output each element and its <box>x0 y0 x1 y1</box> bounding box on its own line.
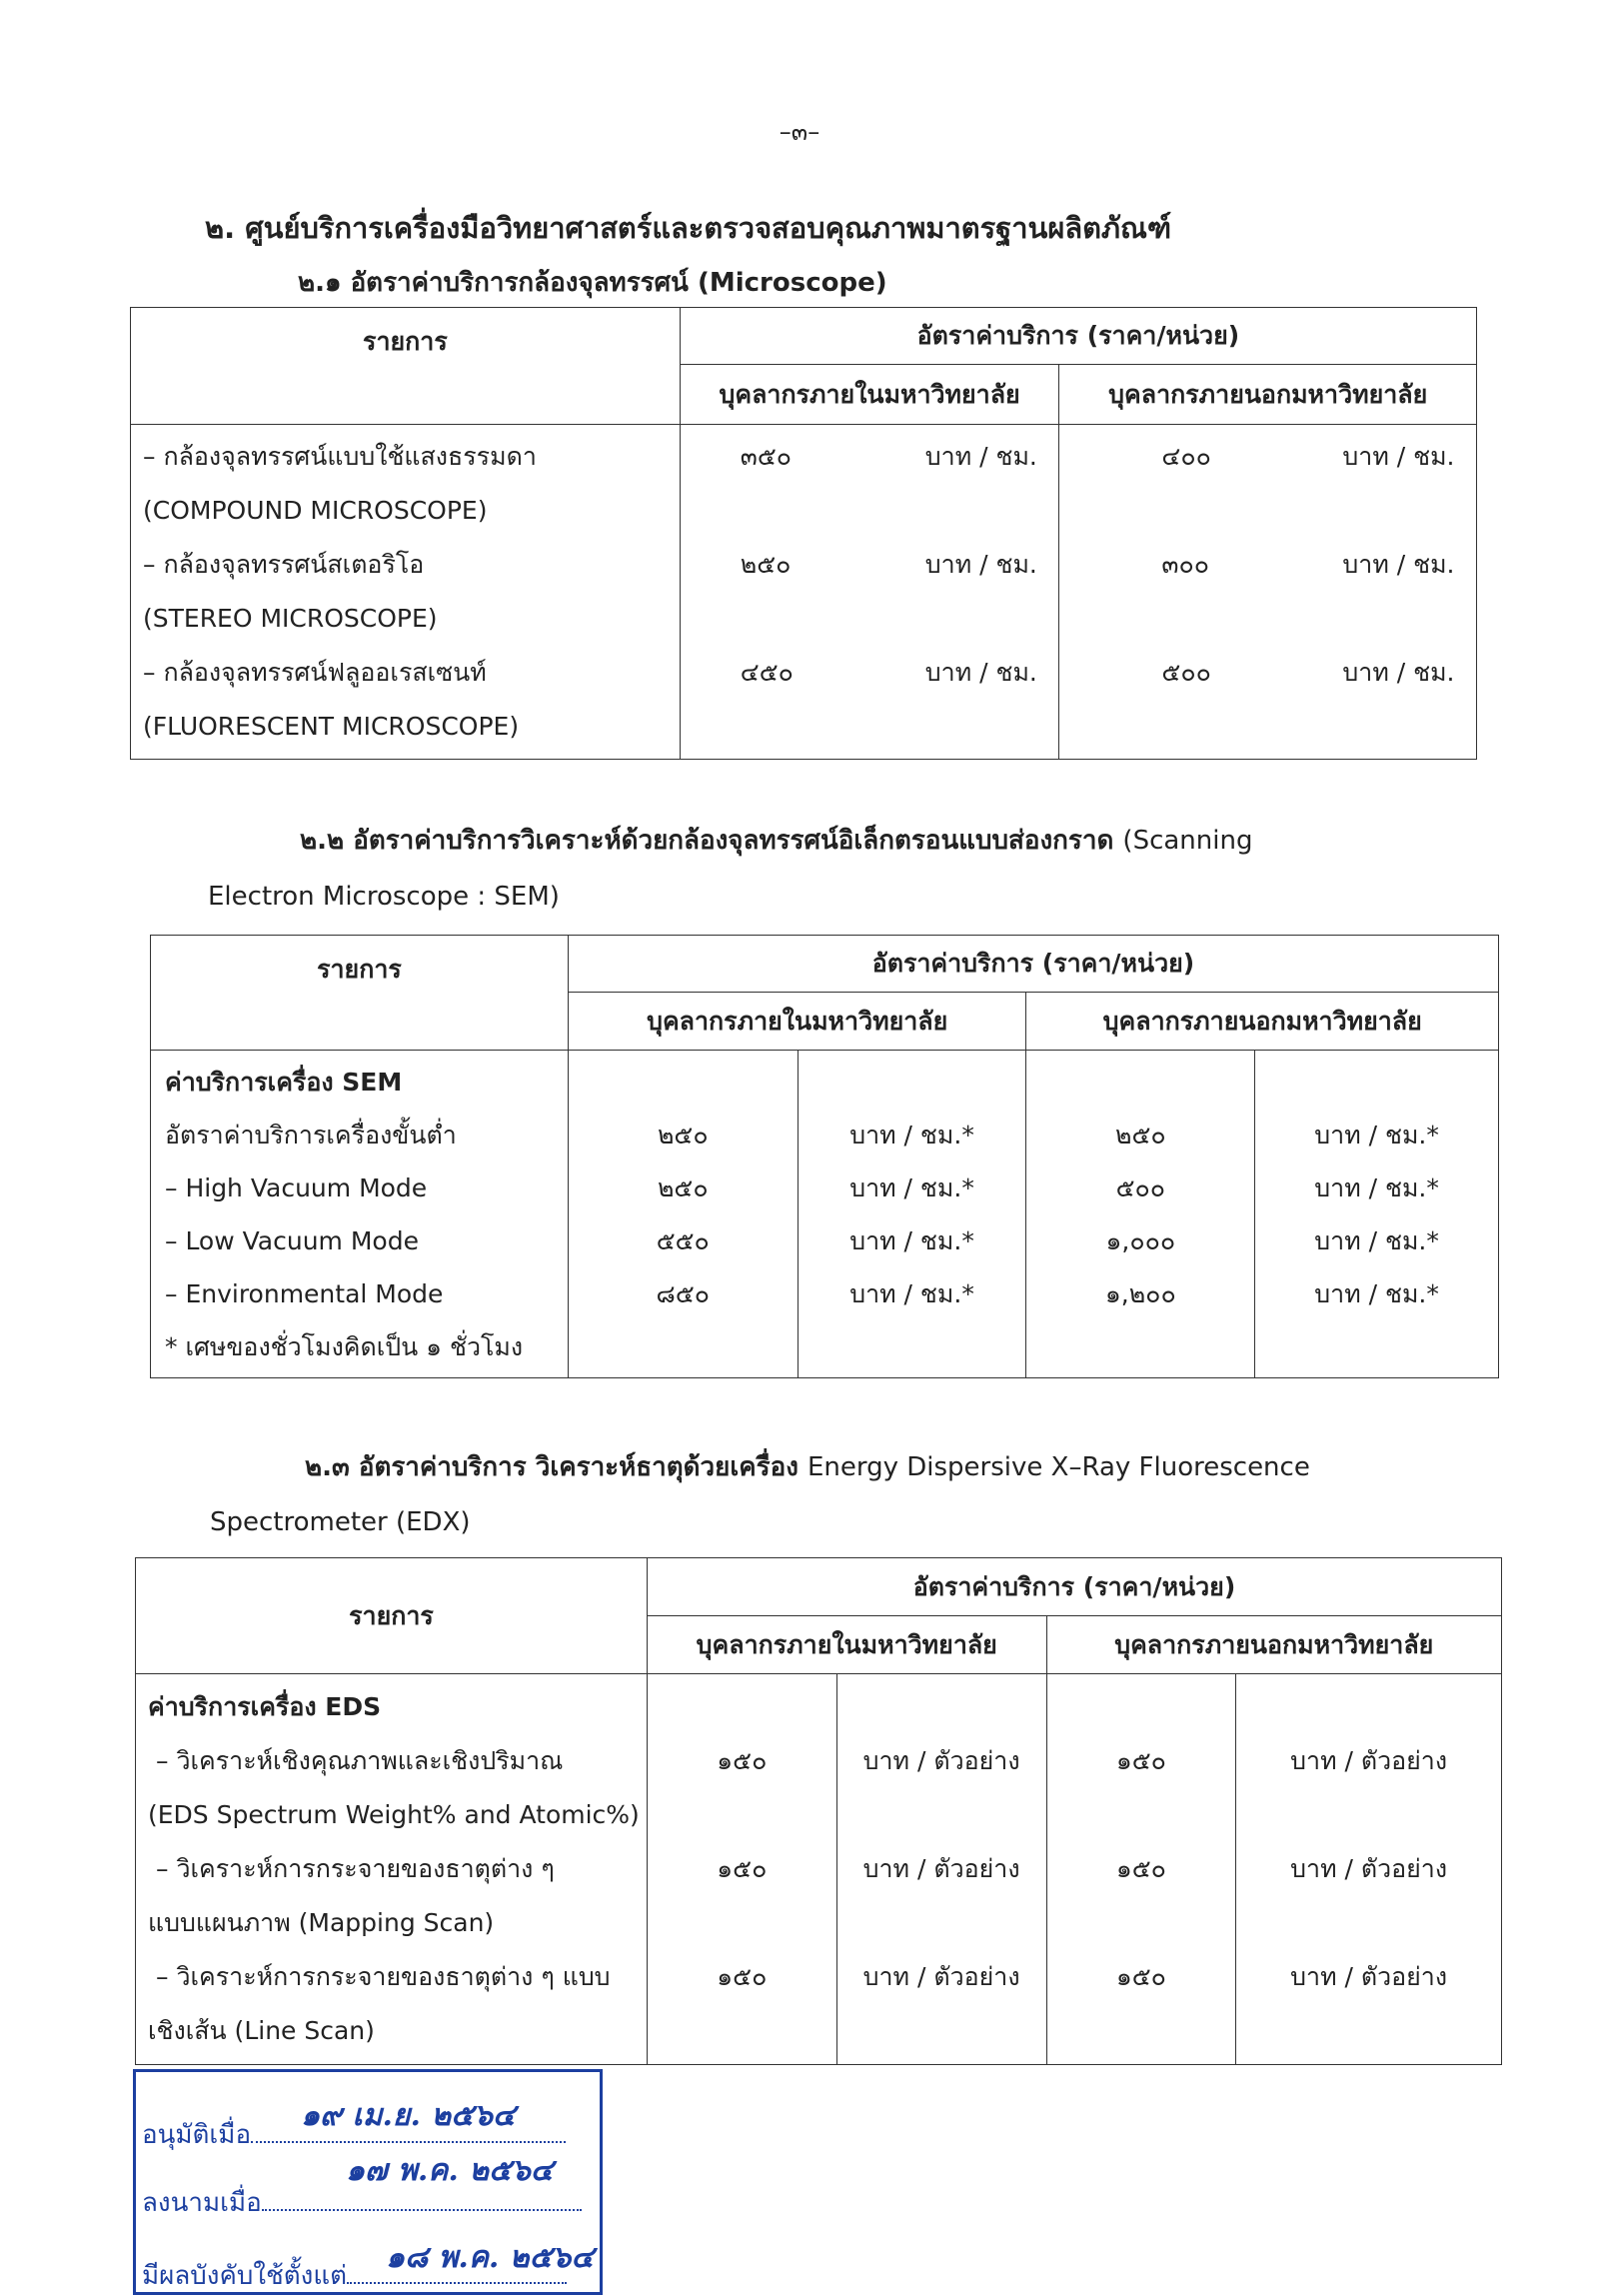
s23-int-value-cell <box>647 1674 836 2065</box>
s22-row-2-int: ๕๕๐ <box>656 1226 710 1255</box>
s21-row-1-int: ๒๕๐ <box>740 550 792 579</box>
s22-row-1-int: ๒๕๐ <box>657 1173 709 1202</box>
s22-ext-value-cell <box>1026 1051 1255 1378</box>
s23-table <box>135 1557 1502 2065</box>
s23-row-1-ext-unit: บาท / ตัวอย่าง <box>1290 1854 1448 1883</box>
stamp-effective-label: มีผลบังคับใช้ตั้งแต่ <box>142 2261 347 2291</box>
s23-row-1-ext: ๑๕๐ <box>1115 1854 1166 1883</box>
s23-row-2-line2: เชิงเส้น (Line Scan) <box>148 2016 375 2045</box>
s22-row-2-name: – Low Vacuum Mode <box>165 1226 419 1255</box>
s23-item-header: รายการ <box>136 1558 648 1674</box>
s21-row-2-ext: ๕๐๐ <box>1161 658 1211 687</box>
s23-external-header: บุคลากรภายนอกมหาวิทยาลัย <box>1046 1616 1501 1674</box>
s22-items-cell <box>151 1051 569 1378</box>
s21-row-0-int: ๓๕๐ <box>740 442 793 471</box>
s22-row-3-int-unit: บาท / ชม.* <box>849 1279 974 1308</box>
s23-row-2-ext-unit: บาท / ตัวอย่าง <box>1290 1962 1448 1991</box>
s22-row-1-ext-unit: บาท / ชม.* <box>1314 1173 1439 1202</box>
s23-internal-header: บุคลากรภายในมหาวิทยาลัย <box>647 1616 1046 1674</box>
s22-item-header: รายการ <box>151 936 569 1051</box>
stamp-approved-date: ๑๙ เม.ย. ๒๕๖๔ <box>301 2098 516 2133</box>
s23-row-2-int-unit: บาท / ตัวอย่าง <box>862 1962 1020 1991</box>
s23-rate-header: อัตราค่าบริการ (ราคา/หน่วย) <box>647 1558 1501 1616</box>
s23-row-0-ext-unit: บาท / ตัวอย่าง <box>1290 1746 1448 1775</box>
s22-row-1-int-unit: บาท / ชม.* <box>849 1173 974 1202</box>
s21-title: ๒.๑ อัตราค่าบริการกล้องจุลทรรศน์ (Microscope) <box>298 268 887 298</box>
s21-row-0-int-unit: บาท / ชม. <box>924 442 1037 471</box>
s22-internal-header: บุคลากรภายในมหาวิทยาลัย <box>568 993 1026 1051</box>
s22-row-3-int: ๘๕๐ <box>656 1279 710 1308</box>
s21-items-cell <box>131 425 681 760</box>
s23-row-1-line2: แบบแผนภาพ (Mapping Scan) <box>148 1908 495 1937</box>
s21-rate-header: อัตราค่าบริการ (ราคา/หน่วย) <box>680 308 1476 365</box>
s23-row-0-int-unit: บาท / ตัวอย่าง <box>862 1746 1020 1775</box>
s21-row-0-th: – กล้องจุลทรรศน์แบบใช้แสงธรรมดา <box>143 442 537 471</box>
s22-row-3-ext: ๑,๒๐๐ <box>1104 1279 1176 1308</box>
s22-row-2-int-unit: บาท / ชม.* <box>849 1226 974 1255</box>
s23-row-1-int-unit: บาท / ตัวอย่าง <box>862 1854 1020 1883</box>
s21-row-2-int-unit: บาท / ชม. <box>924 658 1037 687</box>
s22-title-en: (Scanning <box>1122 826 1253 856</box>
s23-ext-unit-cell <box>1236 1674 1502 2065</box>
s21-row-2-en: (FLUORESCENT MICROSCOPE) <box>143 712 520 741</box>
s21-internal-cell <box>680 425 1059 760</box>
s23-row-0-ext: ๑๕๐ <box>1115 1746 1166 1775</box>
s22-ext-unit-cell <box>1255 1051 1499 1378</box>
s21-row-1-th: – กล้องจุลทรรศน์สเตอริโอ <box>143 550 425 579</box>
s21-external-cell <box>1059 425 1477 760</box>
s23-group-label: ค่าบริการเครื่อง EDS <box>148 1692 382 1721</box>
s22-row-0-ext: ๒๕๐ <box>1114 1121 1166 1149</box>
s22-row-2-ext-unit: บาท / ชม.* <box>1314 1226 1439 1255</box>
s22-row-1-ext: ๕๐๐ <box>1115 1173 1166 1202</box>
s22-row-1-name: – High Vacuum Mode <box>165 1173 428 1202</box>
s23-row-2-ext: ๑๕๐ <box>1115 1962 1166 1991</box>
s21-table <box>130 307 1477 760</box>
stamp-signed-date: ๑๗ พ.ค. ๒๕๖๔ <box>346 2153 554 2188</box>
stamp-effective-date: ๑๘ พ.ค. ๒๕๖๔ <box>386 2240 595 2275</box>
s23-row-0-int: ๑๕๐ <box>717 1746 768 1775</box>
s22-row-0-ext-unit: บาท / ชม.* <box>1314 1121 1439 1149</box>
s22-rate-header: อัตราค่าบริการ (ราคา/หน่วย) <box>568 936 1498 993</box>
s21-row-2-ext-unit: บาท / ชม. <box>1342 658 1455 687</box>
stamp-approved-label: อนุมัติเมื่อ <box>142 2120 252 2150</box>
s23-row-1-int: ๑๕๐ <box>717 1854 768 1883</box>
s23-title-cont: Spectrometer (EDX) <box>210 1507 471 1537</box>
s22-int-value-cell <box>568 1051 798 1378</box>
page-number: –๓– <box>779 118 820 146</box>
s23-title-th: ๒.๓ อัตราค่าบริการ วิเคราะห์ธาตุด้วยเครื่อง <box>305 1452 799 1482</box>
s23-int-unit-cell <box>836 1674 1046 2065</box>
s21-internal-header: บุคลากรภายในมหาวิทยาลัย <box>680 365 1059 425</box>
s22-row-3-name: – Environmental Mode <box>165 1279 444 1308</box>
s22-title-th: ๒.๒ อัตราค่าบริการวิเคราะห์ด้วยกล้องจุลทรรศน์อิเล็กตรอนแบบส่องกราด <box>300 826 1114 856</box>
s23-title <box>305 1446 1310 1487</box>
s21-row-1-ext: ๓๐๐ <box>1161 550 1210 579</box>
s22-title <box>300 820 1252 861</box>
stamp-signed-label: ลงนามเมื่อ <box>142 2188 262 2218</box>
s23-row-2-line1: – วิเคราะห์การกระจายของธาตุต่าง ๆ แบบ <box>156 1962 611 1991</box>
s23-title-en: Energy Dispersive X–Ray Fluorescence <box>806 1452 1310 1482</box>
s22-external-header: บุคลากรภายนอกมหาวิทยาลัย <box>1026 993 1499 1051</box>
s21-row-0-ext: ๔๐๐ <box>1161 442 1211 471</box>
s21-row-1-en: (STEREO MICROSCOPE) <box>143 604 438 633</box>
s22-row-0-int: ๒๕๐ <box>657 1121 709 1149</box>
s21-row-1-ext-unit: บาท / ชม. <box>1342 550 1455 579</box>
s21-row-0-en: (COMPOUND MICROSCOPE) <box>143 496 488 525</box>
s23-items-cell <box>136 1674 648 2065</box>
s23-row-2-int: ๑๕๐ <box>717 1962 768 1991</box>
s21-row-2-th: – กล้องจุลทรรศน์ฟลูออเรสเซนท์ <box>143 658 487 687</box>
s22-row-2-ext: ๑,๐๐๐ <box>1105 1226 1176 1255</box>
s21-item-header: รายการ <box>131 308 681 425</box>
s22-row-0-name: อัตราค่าบริการเครื่องขั้นต่ำ <box>165 1121 457 1149</box>
s21-external-header: บุคลากรภายนอกมหาวิทยาลัย <box>1059 365 1477 425</box>
s22-int-unit-cell <box>798 1051 1026 1378</box>
s23-row-0-line2: (EDS Spectrum Weight% and Atomic%) <box>148 1800 640 1829</box>
s22-note: * เศษของชั่วโมงคิดเป็น ๑ ชั่วโมง <box>165 1332 524 1361</box>
s21-row-0-ext-unit: บาท / ชม. <box>1342 442 1455 471</box>
s21-row-2-int: ๔๕๐ <box>740 658 794 687</box>
s21-row-1-int-unit: บาท / ชม. <box>924 550 1037 579</box>
s22-group-label: ค่าบริการเครื่อง SEM <box>165 1068 403 1097</box>
s22-table <box>150 935 1499 1378</box>
s22-title-cont: Electron Microscope : SEM) <box>208 882 560 912</box>
s23-ext-value-cell <box>1046 1674 1236 2065</box>
s22-row-3-ext-unit: บาท / ชม.* <box>1314 1279 1439 1308</box>
s23-row-1-line1: – วิเคราะห์การกระจายของธาตุต่าง ๆ <box>156 1854 555 1883</box>
s23-row-0-line1: – วิเคราะห์เชิงคุณภาพและเชิงปริมาณ <box>156 1746 564 1775</box>
section-title: ๒. ศูนย์บริการเครื่องมือวิทยาศาสตร์และตรวจสอบคุณภาพมาตรฐานผลิตภัณฑ์ <box>205 211 1172 245</box>
approval-stamp <box>133 2069 603 2295</box>
s22-row-0-int-unit: บาท / ชม.* <box>849 1121 974 1149</box>
